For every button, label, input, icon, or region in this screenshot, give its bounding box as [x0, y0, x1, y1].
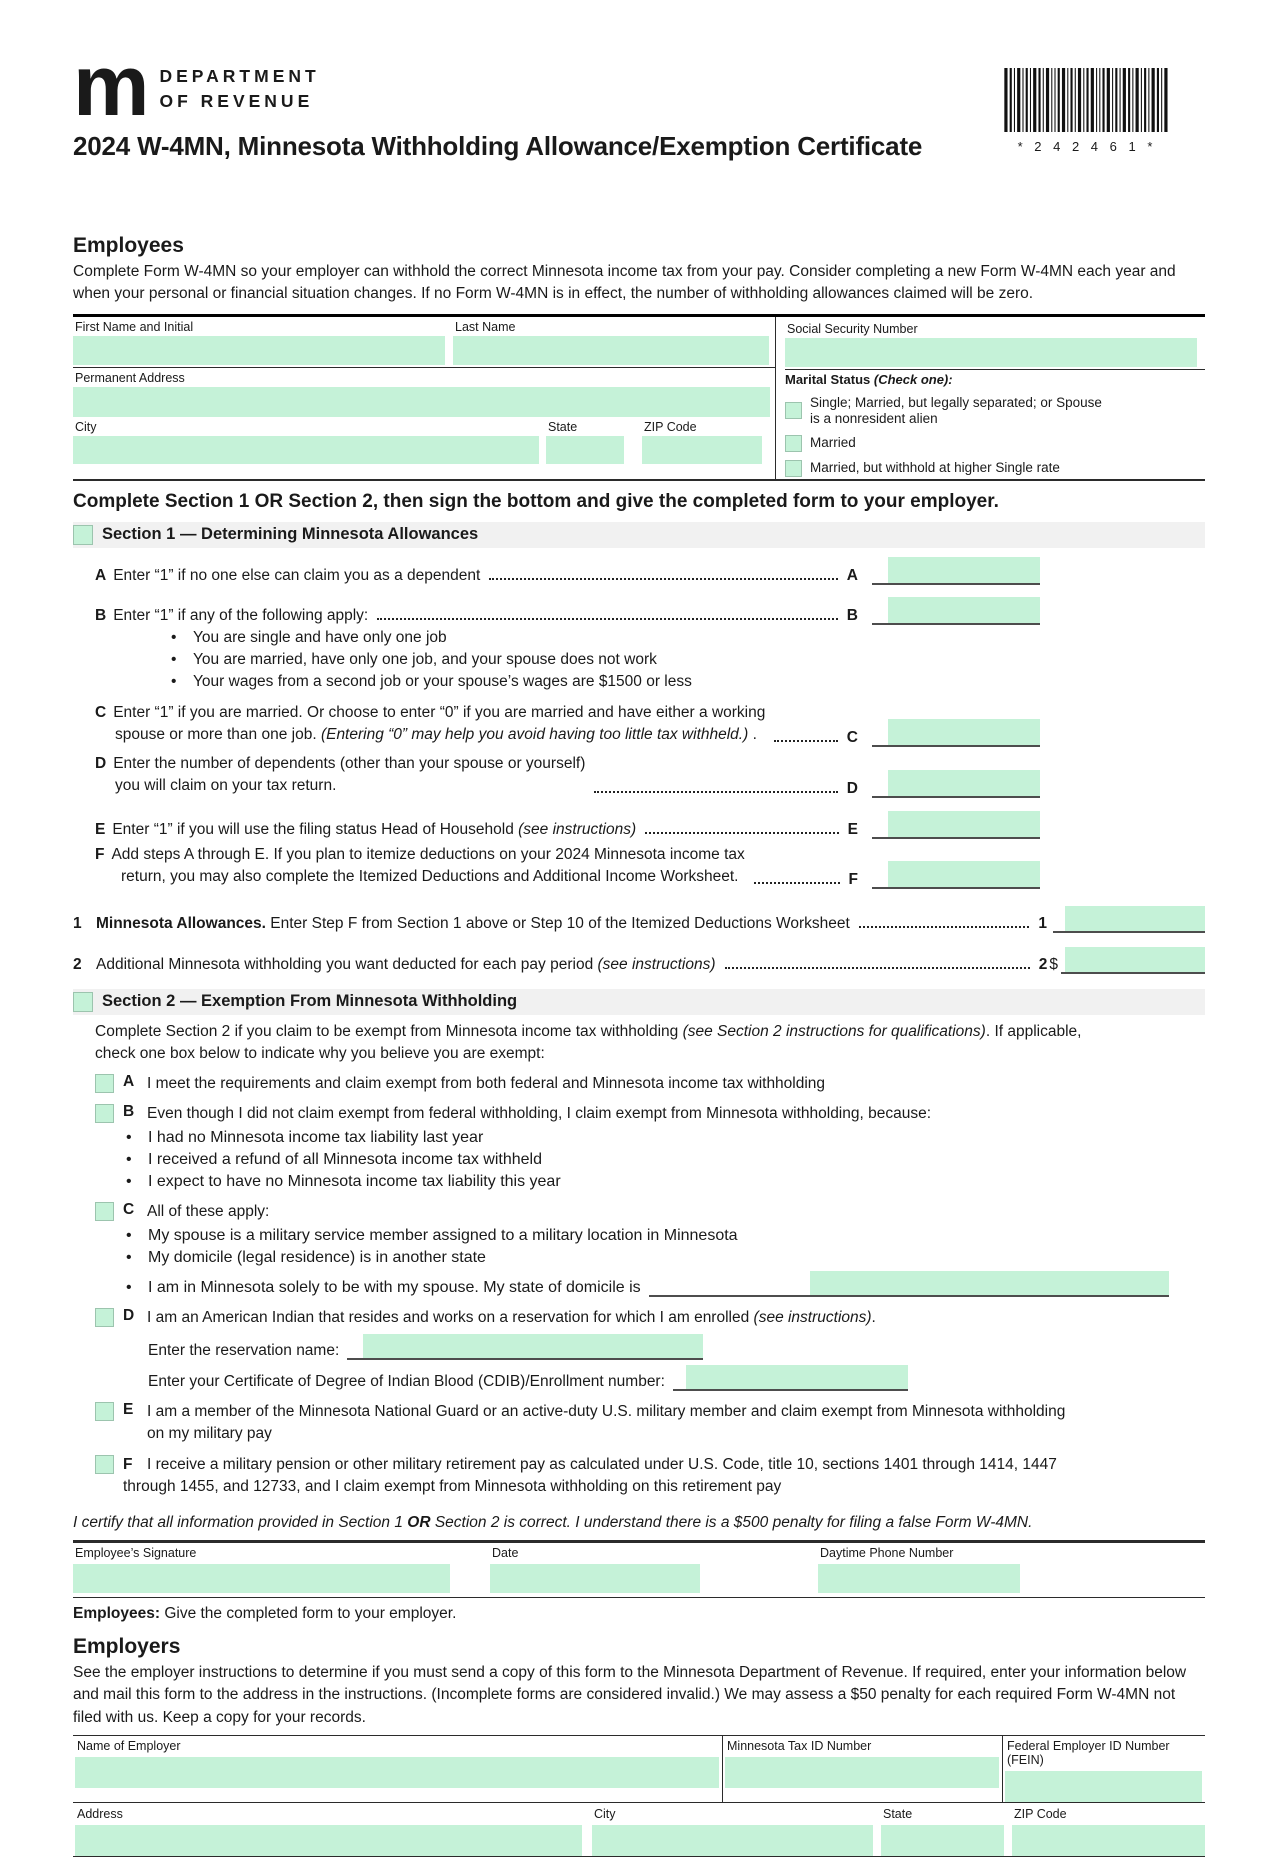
employer-address-input[interactable]: [75, 1825, 582, 1856]
row-e-italic: (see instructions): [518, 820, 637, 838]
row-d-line2-text: you will claim on your tax return.: [115, 777, 337, 795]
exempt-item-f: [95, 1454, 1205, 1498]
first-name-input[interactable]: [73, 336, 445, 365]
dollar-sign: $: [1049, 955, 1058, 973]
row-c-right-letter: C: [846, 728, 858, 746]
date-input[interactable]: [490, 1564, 700, 1593]
fein-input[interactable]: [1005, 1771, 1202, 1802]
state-cell: [546, 419, 624, 464]
row-a-text: [95, 567, 480, 585]
employer-table: [73, 1735, 1205, 1857]
barcode-label: * 2 4 2 4 6 1 *: [1017, 139, 1157, 154]
exempt-f-letter: F: [123, 1455, 133, 1473]
row-d-entry-underline: [872, 770, 1040, 798]
employer-zip-input[interactable]: [1012, 1825, 1205, 1856]
date-label: Date: [492, 1545, 519, 1560]
exempt-b-letter: B: [123, 1102, 135, 1120]
exempt-c-checkbox[interactable]: [95, 1202, 114, 1221]
personal-left-column: [73, 317, 775, 479]
exempt-b-bullets: [126, 1129, 1205, 1191]
state-of-domicile-input[interactable]: [810, 1271, 1169, 1295]
employers-heading: Employers: [73, 1634, 181, 1658]
line-2-additional-withholding: [73, 947, 1205, 974]
bullet-text: I had no Minnesota income tax liability last year: [148, 1128, 484, 1146]
row-c-line2-pre: spouse or more than one job.: [115, 726, 321, 744]
personal-right-column: [775, 317, 1205, 479]
exempt-c-bullets: [126, 1227, 1205, 1297]
last-name-input[interactable]: [453, 336, 769, 365]
row-f-dotted-leader: [754, 882, 840, 884]
row-f-letter: F: [95, 845, 105, 863]
reservation-name-underline: [347, 1334, 703, 1360]
row-a-entry-underline: [872, 557, 1040, 585]
dept-line2: OF REVENUE: [159, 91, 314, 112]
employer-zip-cell: [1010, 1805, 1205, 1856]
certification-or: OR: [407, 1513, 431, 1531]
row-f-line2-text: return, you may also complete the Itemized Deductions and Additional Income Worksheet.: [121, 868, 739, 886]
allowance-d-input[interactable]: [888, 770, 1040, 796]
bullet-text: My spouse is a military service member assigned to a military location in Minnesota: [148, 1226, 738, 1244]
fein-label: Federal Employer ID Number (FEIN): [1007, 1739, 1170, 1768]
section2-intro-post: . If applicable,: [985, 1022, 1082, 1040]
exempt-d-italic: (see instructions): [753, 1308, 872, 1326]
row-d-dotted-leader: [594, 791, 837, 793]
section1-row-c: [95, 702, 1040, 747]
row-d-text: [95, 753, 585, 798]
row-c-line2-post: .: [748, 726, 757, 744]
row-a-right-letter: A: [846, 566, 858, 584]
row-e-dotted-leader: [645, 832, 839, 834]
cdib-number-line: [148, 1365, 1205, 1391]
row-f-line1: [95, 844, 745, 866]
row-e-text: [95, 821, 636, 839]
bullet-icon: •: [126, 1248, 132, 1266]
employer-name-label: Name of Employer: [77, 1739, 181, 1754]
exempt-e-line1: I am a member of the Minnesota National Guard or an active-duty U.S. military member and claim exempt from Minnesota withholding: [147, 1402, 1066, 1420]
certification-statement: [73, 1514, 1205, 1532]
exempt-f-text: [123, 1454, 1205, 1498]
employer-city-label: City: [594, 1807, 616, 1822]
zip-input[interactable]: [642, 436, 762, 464]
marital-option-married: [785, 435, 1205, 452]
certification-pre: I certify that all information provided in Section 1: [73, 1513, 408, 1531]
row-c-line1-text: Enter “1” if you are married. Or choose to enter “0” if you are married and have either a working: [113, 703, 766, 721]
reservation-name-label: Enter the reservation name:: [148, 1341, 340, 1359]
marital-option-married-single-rate: [785, 460, 1205, 477]
exempt-a-letter: A: [123, 1072, 135, 1090]
section2-marker-square: [73, 992, 93, 1012]
exempt-e-checkbox[interactable]: [95, 1402, 114, 1421]
employee-signature-input[interactable]: [73, 1564, 450, 1593]
section1-marker-square: [73, 525, 93, 545]
allowance-f-input[interactable]: [888, 861, 1040, 887]
marital-status-label-text: Marital Status: [785, 372, 874, 387]
allowance-a-input[interactable]: [888, 557, 1040, 583]
employer-address-label: Address: [77, 1807, 123, 1822]
employee-signature-label: Employee’s Signature: [75, 1545, 197, 1560]
employer-row-1: [73, 1736, 1205, 1803]
row-d-letter: D: [95, 754, 107, 772]
form-title: 2024 W-4MN, Minnesota Withholding Allowance/Exemption Certificate: [73, 130, 923, 161]
city-state-zip-row: [73, 417, 775, 468]
bullet-icon: •: [171, 628, 177, 646]
state-label: State: [548, 420, 578, 434]
ssn-input[interactable]: [785, 338, 1197, 367]
bullet-icon: •: [126, 1150, 132, 1168]
last-name-cell: [453, 319, 769, 367]
line-2-dotted-leader: [725, 967, 1030, 969]
row-b-right-letter: B: [846, 606, 858, 624]
exempt-b-checkbox[interactable]: [95, 1104, 114, 1123]
line-1-number: 1: [73, 914, 82, 932]
row-d-right-letter: D: [846, 779, 858, 797]
daytime-phone-label: Daytime Phone Number: [820, 1545, 954, 1560]
exempt-f-line1: I receive a military pension or other military retirement pay as calculated under U.S. Code, title 10, sections 1401 through 1414, 1447: [147, 1455, 1057, 1473]
bullet-icon: •: [126, 1278, 132, 1296]
exempt-e-text: [147, 1401, 1205, 1445]
exempt-e-letter: E: [123, 1400, 134, 1418]
section2-title: Section 2 — Exemption From Minnesota Withholding: [102, 992, 518, 1011]
row-b-dotted-leader: [377, 618, 838, 620]
section1-header-bar: [73, 522, 1205, 548]
exempt-d-post: .: [871, 1308, 876, 1326]
employers-intro: See the employer instructions to determine if you must send a copy of this form to the Minnesota Department of Revenue. If required, enter your information below and mail this form to the address in the instructions. (Incomplete forms are considered invalid.) We may assess a $50 penalty for each required Form W-4MN not filed with us. Keep a copy for your records.: [73, 1663, 1187, 1726]
row-c-line1: [95, 702, 765, 724]
exempt-d-letter: D: [123, 1306, 135, 1324]
exempt-item-e: [95, 1401, 1205, 1445]
permanent-address-input[interactable]: [73, 387, 770, 417]
zip-cell: [642, 419, 762, 464]
single-option-label: Single; Married, but legally separated; or Spouse is a nonresident alien: [810, 395, 1102, 426]
row-f-line1-text: Add steps A through E. If you plan to itemize deductions on your 2024 Minnesota income tax: [111, 845, 745, 863]
married-single-rate-option-label: Married, but withhold at higher Single rate: [810, 460, 1060, 476]
complete-sections-instruction: Complete Section 1 OR Section 2, then sign the bottom and give the completed form to your employer.: [73, 490, 999, 512]
bullet-item: [126, 1227, 1205, 1245]
line-2-label: Additional Minnesota withholding you want deducted for each pay period: [96, 955, 598, 973]
reservation-name-input[interactable]: [363, 1334, 703, 1358]
bullet-item: [126, 1173, 1205, 1191]
bullet-icon: •: [171, 650, 177, 668]
exempt-e-line2: on my military pay: [147, 1424, 272, 1442]
row-c-entry-underline: [872, 719, 1040, 747]
row-a-letter: A: [95, 566, 107, 584]
first-name-label: First Name and Initial: [75, 320, 194, 334]
exempt-item-b: [95, 1103, 1205, 1125]
bullet-item: [126, 1151, 1205, 1169]
bullet-item: [171, 629, 1040, 647]
row-f-text: [95, 844, 745, 889]
row-f-right-letter: F: [848, 870, 858, 888]
row-f-line2: [95, 866, 745, 888]
mn-tax-id-input[interactable]: [725, 1757, 999, 1788]
last-name-label: Last Name: [455, 320, 516, 334]
exempt-a-checkbox[interactable]: [95, 1074, 114, 1093]
row-b-text: [95, 607, 368, 625]
fein-cell: [1003, 1736, 1205, 1802]
employees-intro: Complete Form W-4MN so your employer can withhold the correct Minnesota income tax from your pay. Consider completing a new Form W-4MN each year and when your personal or financial situation changes. If no Form W-4MN is in effect, the number of withholding allowances claimed will be zero.: [73, 263, 1176, 302]
section1-row-b: [95, 597, 1040, 625]
bullet-text: I received a refund of all Minnesota income tax withheld: [148, 1150, 542, 1168]
line-1-text: [96, 915, 850, 933]
employer-name-cell: [73, 1736, 723, 1802]
section2-body: [73, 1021, 1205, 1498]
row-c-letter: C: [95, 703, 107, 721]
section2-intro-line2: check one box below to indicate why you believe you are exempt:: [95, 1044, 545, 1062]
bullet-icon: •: [126, 1128, 132, 1146]
bullet-item: [171, 651, 1040, 669]
row-e-entry-underline: [872, 811, 1040, 839]
line-2-italic: (see instructions): [597, 955, 716, 973]
state-input[interactable]: [546, 436, 624, 464]
barcode-icon: [1003, 68, 1171, 132]
employer-name-input[interactable]: [75, 1757, 719, 1788]
barcode-block: [1001, 68, 1173, 154]
bullet-text: Your wages from a second job or your spouse’s wages are $1500 or less: [193, 672, 692, 690]
exempt-item-a: [95, 1073, 1205, 1095]
row-c-dotted-leader: [774, 740, 837, 742]
line-2-text: [96, 956, 716, 974]
employees-note: [73, 1605, 1205, 1623]
bullet-icon: •: [126, 1172, 132, 1190]
city-input[interactable]: [73, 436, 539, 464]
exempt-b-text: Even though I did not claim exempt from federal withholding, I claim exempt from Minnesota withholding, because:: [147, 1104, 932, 1122]
row-b-letter: B: [95, 606, 107, 624]
line-1-right-number: 1: [1038, 914, 1047, 932]
single-checkbox[interactable]: [785, 402, 802, 419]
line-1-dotted-leader: [859, 926, 1030, 928]
exempt-item-d: [95, 1307, 1205, 1329]
row-d-line1-text: Enter the number of dependents (other than your spouse or yourself): [113, 754, 586, 772]
married-option-label: Married: [810, 435, 856, 451]
bullet-text: You are single and have only one job: [193, 628, 447, 646]
employer-row-2: [73, 1803, 1205, 1857]
allowance-c-input[interactable]: [888, 719, 1040, 745]
cdib-number-underline: [673, 1365, 908, 1391]
employees-note-text: Give the completed form to your employer.: [160, 1604, 457, 1622]
exempt-d-text: [147, 1307, 1205, 1329]
cdib-number-label: Enter your Certificate of Degree of Indian Blood (CDIB)/Enrollment number:: [148, 1372, 665, 1390]
exempt-a-text: I meet the requirements and claim exempt from both federal and Minnesota income tax withholding: [147, 1074, 826, 1092]
zip-label: ZIP Code: [644, 420, 697, 434]
line-2-right-number: 2: [1038, 955, 1048, 973]
cdib-number-input[interactable]: [686, 1365, 908, 1389]
row-e-letter: E: [95, 820, 106, 838]
section2-intro: [95, 1021, 1205, 1065]
exempt-d-pre: I am an American Indian that resides and works on a reservation for which I am enrolled: [147, 1308, 754, 1326]
section2-intro-pre: Complete Section 2 if you claim to be exempt from Minnesota income tax withholding: [95, 1022, 683, 1040]
allowance-e-input[interactable]: [888, 811, 1040, 837]
row-e-right-letter: E: [847, 820, 858, 838]
line-1-entry-underline: [1053, 906, 1205, 933]
row-c-text: [95, 702, 765, 747]
exempt-f-line2: through 1455, and 12733, and I claim exempt from Minnesota withholding on this retirement pay: [123, 1477, 782, 1495]
row-b-entry-underline: [872, 597, 1040, 625]
row-e-label: Enter “1” if you will use the filing status Head of Household: [112, 820, 519, 838]
line-1-minnesota-allowances: [73, 906, 1205, 933]
line-2-number: 2: [73, 955, 82, 973]
phone-cell: [818, 1545, 1205, 1593]
employer-zip-label: ZIP Code: [1014, 1807, 1067, 1822]
line-1-bold-label: Minnesota Allowances.: [96, 914, 266, 932]
domicile-underline: [649, 1271, 1169, 1297]
exempt-f-checkbox[interactable]: [95, 1455, 114, 1474]
employees-heading: Employees: [73, 234, 184, 257]
row-b-bullets: [171, 629, 1040, 691]
section1-body: [73, 557, 1205, 889]
section1-row-f: [95, 844, 1040, 889]
section1-row-d: [95, 753, 1040, 798]
additional-withholding-input[interactable]: [1065, 947, 1205, 972]
bullet-text: You are married, have only one job, and your spouse does not work: [193, 650, 657, 668]
form-header: [73, 38, 1205, 224]
employer-state-input[interactable]: [881, 1825, 1004, 1856]
row-a-dotted-leader: [489, 578, 838, 580]
marital-status-label-italic: (Check one):: [873, 372, 953, 387]
department-name: [159, 64, 319, 115]
bullet-text: I expect to have no Minnesota income tax liability this year: [148, 1172, 561, 1190]
mn-tax-id-label: Minnesota Tax ID Number: [727, 1739, 872, 1754]
permanent-address-label: Permanent Address: [75, 371, 185, 385]
mn-dor-logo-icon: m: [73, 38, 146, 134]
bullet-icon: •: [171, 672, 177, 690]
bullet-text: I am in Minnesota solely to be with my spouse. My state of domicile is: [148, 1278, 641, 1296]
section1-row-e: [95, 811, 1040, 839]
row-c-line2: [95, 724, 765, 746]
row-f-entry-underline: [872, 861, 1040, 889]
bullet-item: [126, 1129, 1205, 1147]
daytime-phone-input[interactable]: [818, 1564, 1020, 1593]
section2-header-bar: [73, 989, 1205, 1015]
employer-state-label: State: [883, 1807, 913, 1822]
bullet-icon: •: [126, 1226, 132, 1244]
city-label: City: [75, 420, 97, 434]
row-c-line2-italic: (Entering “0” may help you avoid having too little tax withheld.): [320, 726, 749, 744]
section1-row-a: [95, 557, 1040, 585]
exempt-item-c: [95, 1201, 1205, 1223]
mn-tax-id-cell: [723, 1736, 1003, 1802]
ssn-row: [785, 319, 1205, 370]
employer-address-cell: [73, 1805, 582, 1856]
section1-title: Section 1 — Determining Minnesota Allowances: [102, 525, 479, 544]
marital-status-label: [785, 370, 1205, 387]
address-cell: [73, 368, 775, 417]
exempt-c-text: All of these apply:: [147, 1202, 270, 1220]
line-2-entry-underline: [1061, 947, 1205, 974]
bullet-item: [126, 1249, 1205, 1267]
reservation-name-line: [148, 1334, 1205, 1360]
allowance-b-input[interactable]: [888, 597, 1040, 623]
exempt-d-checkbox[interactable]: [95, 1308, 114, 1327]
signature-cell: [73, 1545, 490, 1593]
date-cell: [490, 1545, 818, 1593]
section2-intro-italic: (see Section 2 instructions for qualifications): [682, 1022, 986, 1040]
bullet-item: [171, 673, 1040, 691]
line-1-label: Enter Step F from Section 1 above or Step 10 of the Itemized Deductions Worksheet: [265, 914, 850, 932]
first-name-cell: [73, 319, 445, 367]
row-a-label: Enter “1” if no one else can claim you as a dependent: [113, 566, 481, 584]
name-row: [73, 317, 775, 368]
personal-info-block: [73, 314, 1205, 481]
married-single-rate-checkbox[interactable]: [785, 460, 802, 477]
minnesota-allowances-input[interactable]: [1065, 906, 1205, 931]
ssn-label: Social Security Number: [787, 322, 918, 336]
row-b-label: Enter “1” if any of the following apply:: [113, 606, 369, 624]
married-checkbox[interactable]: [785, 435, 802, 452]
city-cell: [73, 419, 539, 464]
signature-row: [73, 1540, 1205, 1598]
row-d-line1: [95, 753, 585, 775]
employer-city-cell: [590, 1805, 873, 1856]
bullet-item-domicile: [126, 1271, 1205, 1297]
certification-post: Section 2 is correct. I understand there is a $500 penalty for filing a false Form W-4MN.: [430, 1513, 1033, 1531]
row-d-line2: [95, 775, 585, 797]
employer-city-input[interactable]: [592, 1825, 873, 1856]
bullet-text: My domicile (legal residence) is in another state: [148, 1248, 486, 1266]
exempt-c-letter: C: [123, 1200, 135, 1218]
employees-note-bold: Employees:: [73, 1604, 161, 1622]
employer-state-cell: [879, 1805, 1004, 1856]
marital-option-single: [785, 395, 1205, 427]
dept-line1: DEPARTMENT: [159, 66, 320, 86]
